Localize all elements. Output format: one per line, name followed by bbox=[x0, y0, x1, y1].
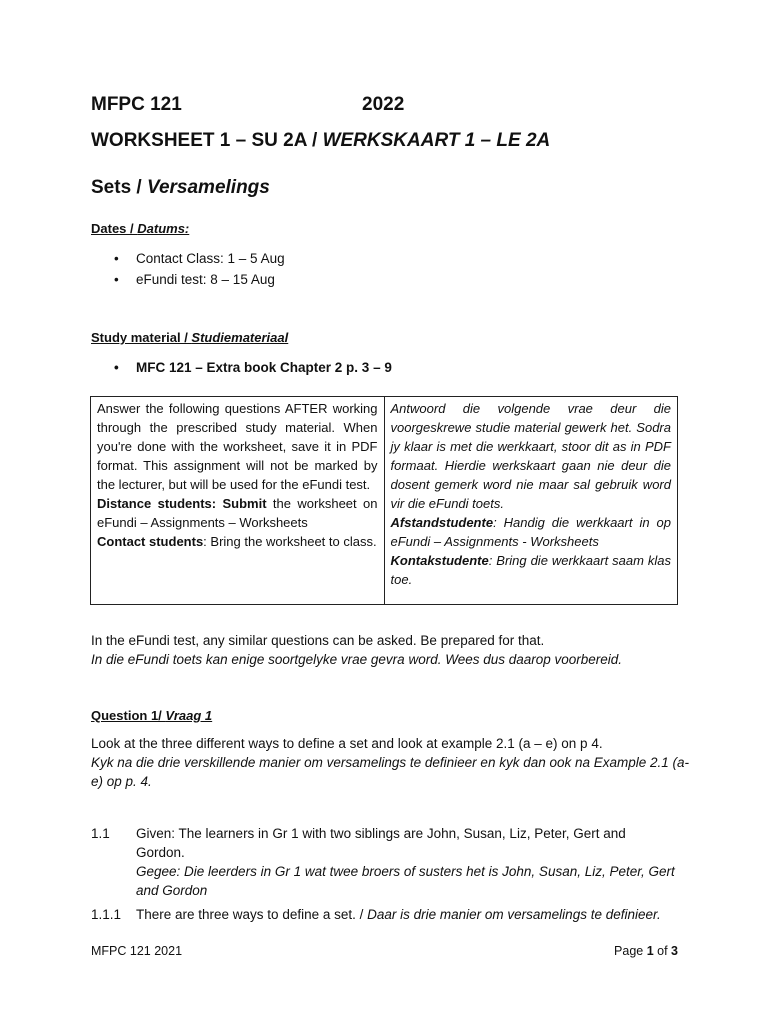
worksheet-title-en: WORKSHEET 1 – SU 2A / bbox=[91, 130, 323, 151]
dates-label-en: Dates / bbox=[91, 221, 138, 236]
bullet-icon: • bbox=[114, 360, 119, 375]
topic-heading bbox=[91, 177, 270, 199]
kontakstudente-text: : Bring die werkkaart saam klas toe. bbox=[390, 553, 671, 587]
question-1-intro-af: Kyk na die drie verskillende manier om versamelings te definieer en kyk dan ook na Example 2.1 (a-e) op p. 4. bbox=[91, 755, 690, 789]
instructions-en-intro: Answer the following questions AFTER working through the prescribed study material. When you're done with the worksheet, save it in PDF format. This assignment will not be marked by the lecturer, but will be used for the eFundi test. bbox=[97, 401, 378, 492]
question-1-1-1-text bbox=[136, 905, 661, 924]
page-prefix: Page bbox=[614, 944, 647, 958]
list-item bbox=[91, 248, 285, 269]
footer-page-number bbox=[614, 944, 678, 958]
list-item bbox=[91, 357, 392, 378]
study-material-list bbox=[91, 357, 392, 378]
question-1-intro bbox=[91, 734, 691, 791]
instructions-table bbox=[90, 396, 678, 605]
bullet-icon: • bbox=[114, 251, 119, 266]
distance-students-label: Distance students: Submit bbox=[97, 496, 267, 511]
page-total: 3 bbox=[671, 944, 678, 958]
efundi-note-en: In the eFundi test, any similar questions can be asked. Be prepared for that. bbox=[91, 633, 545, 648]
afstandstudente-label: Afstandstudente bbox=[390, 515, 494, 530]
question-1-intro-en: Look at the three different ways to define a set and look at example 2.1 (a – e) on p 4. bbox=[91, 736, 603, 751]
list-item bbox=[91, 269, 285, 290]
question-1-1-text bbox=[136, 824, 676, 900]
dates-label-af: Datums: bbox=[137, 221, 190, 236]
question-number-1-1: 1.1 bbox=[91, 826, 110, 841]
question-1-1-af: Gegee: Die leerders in Gr 1 wat twee broers of susters het is John, Susan, Liz, Peter, Gert and Gordon bbox=[136, 864, 675, 898]
year: 2022 bbox=[362, 94, 405, 115]
afstandstudente-text: : Handig die werkkaart in op eFundi – Assignments - Worksheets bbox=[390, 515, 671, 549]
page-of: of bbox=[653, 944, 672, 958]
study-material-heading bbox=[91, 330, 288, 345]
question-1-heading bbox=[91, 708, 212, 723]
question-1-1-1-af: Daar is drie manier om versamelings te definieer. bbox=[367, 907, 661, 922]
question-1-label-en: Question 1/ bbox=[91, 708, 166, 723]
instructions-afrikaans bbox=[384, 397, 678, 605]
question-1-1-1-en: There are three ways to define a set. / bbox=[136, 907, 368, 922]
instructions-af-intro: Antwoord die volgende vrae deur die voorgeskrewe studie material gewerk het. Sodra jy klaar is met die werkkaart, stoor dit as in PDF formaat. Hierdie werkskaart gaan nie deur die dosent gemerk word nie maar sal gebruik word vir die eFundi toets. bbox=[390, 401, 671, 511]
worksheet-title-af: WERKSKAART 1 – LE 2A bbox=[322, 130, 551, 151]
topic-en: Sets / bbox=[91, 177, 147, 198]
topic-af: Versamelings bbox=[146, 177, 270, 198]
page-current: 1 bbox=[646, 944, 654, 958]
study-material-item: MFC 121 – Extra book Chapter 2 p. 3 – 9 bbox=[136, 360, 392, 375]
contact-students-text: : Bring the worksheet to class. bbox=[203, 534, 377, 549]
study-label-en: Study material / bbox=[91, 330, 192, 345]
instructions-english bbox=[91, 397, 385, 605]
question-1-label-af: Vraag 1 bbox=[165, 708, 213, 723]
date-efundi-test: eFundi test: 8 – 15 Aug bbox=[136, 272, 275, 287]
distance-students-text: the worksheet on eFundi – Assignments – Worksheets bbox=[97, 496, 378, 530]
footer-course: MFPC 121 2021 bbox=[91, 944, 183, 958]
course-code: MFPC 121 bbox=[91, 94, 182, 115]
kontakstudente-label: Kontakstudente bbox=[390, 553, 489, 568]
worksheet-title bbox=[91, 130, 550, 152]
dates-list bbox=[91, 248, 285, 290]
bullet-icon: • bbox=[114, 272, 119, 287]
dates-heading bbox=[91, 221, 189, 236]
question-number-1-1-1: 1.1.1 bbox=[91, 907, 122, 922]
efundi-note-af: In die eFundi toets kan enige soortgelyke vrae gevra word. Wees dus daarop voorbereid. bbox=[91, 652, 623, 667]
study-label-af: Studiemateriaal bbox=[191, 330, 289, 345]
date-contact-class: Contact Class: 1 – 5 Aug bbox=[136, 251, 285, 266]
question-1-1-en: Given: The learners in Gr 1 with two siblings are John, Susan, Liz, Peter, Gert and Gordon. bbox=[136, 826, 626, 860]
contact-students-label: Contact students bbox=[97, 534, 204, 549]
